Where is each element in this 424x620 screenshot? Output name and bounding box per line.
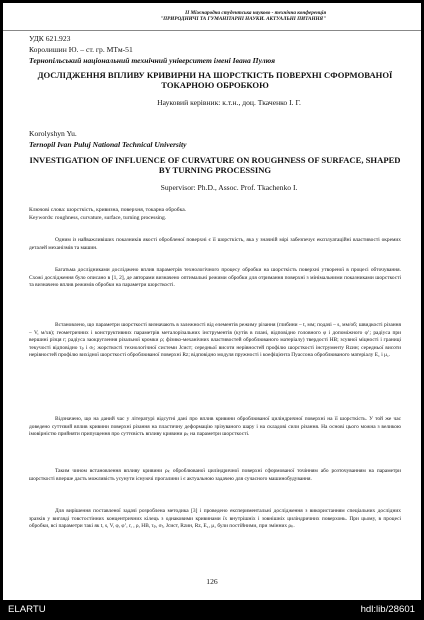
paragraph-5: Таким чином встановлення впливу кривини ρₖ оброблюваної циліндричної поверхні сформованої точінням або розточуванням на параметри шорсткості вперше дасть можливість усунути існуючі прогалини і є актуальною задачею для сучасного машинобудування. <box>29 468 401 482</box>
university-en: Ternopil Ivan Puluj National Technical University <box>29 140 187 149</box>
conference-line-2: "ПРИРОДНИЧІ ТА ГУМАНІТАРНІ НАУКИ. АКТУАЛЬНІ ПИТАННЯ" <box>160 16 326 23</box>
document-page <box>3 3 421 600</box>
udc-code: УДК 621.923 <box>29 34 71 43</box>
university-ua: Тернопільський національний технічний університет імені Івана Пулюя <box>29 56 276 65</box>
repository-footer <box>0 600 424 620</box>
title-ua: ДОСЛІДЖЕННЯ ВПЛИВУ КРИВИРНИ НА ШОРСТКІСТЬ ПОВЕРХНІ СФОРМОВАНОЇ ТОКАРНОЮ ОБРОБКОЮ <box>37 70 393 90</box>
title-en: INVESTIGATION OF INFLUENCE OF CURVATURE ON ROUGHNESS OF SURFACE, SHAPED BY TURNING PROCESSING <box>29 155 401 175</box>
paragraph-1: Одним із найважливіших показників якості обробленої поверхні є її шорсткість, яка у значній мірі забезпечує експлуатаційні властивості окремих деталей механізмів та машин. <box>29 237 401 251</box>
keywords-en: Keywords: roughness, curvature, surface, turning processing. <box>29 215 167 221</box>
authors-ua: Королишин Ю. – ст. гр. МТм-51 <box>29 45 133 54</box>
paragraph-6: Для вирішення поставленої задачі розроблена методика [3] і проведено експериментальні дослідження з використанням спеціальних дослідних зразків у вигляді товстостінних концентричних кілець з однаковими кривинами їх внутрішніх і зовнішніх циліндричних поверхонь. При цьому, в процесі обробки, всі параметри такі як t, s, V, φ, φ’, r, , ρ, НВ, τₚ, σₜ, Jсист, Rzин, Rz, E₁, μ₁ були постійними, при змінних ρₖ. <box>29 508 401 529</box>
handle-identifier: hdl:lib/28601 <box>360 604 415 615</box>
conference-line-1: ІІ Міжнародна студентська науково - технічна конференція <box>185 10 326 16</box>
page-number: 126 <box>206 577 218 586</box>
paragraph-3: Встановлено, що параметри шорсткості визначають в залежності від елементів режиму різання (глибини – t, мм; подачі – s, мм/об; швидкості різання – V, м/хв); геометричних і конструктивних параметрів металорізальних інструментів (кутів в плані, відповідно головного φ і допоміжного φ’; радіуса при вершині різця r; радіуса заокруглення різальної кромки ρ; фізико-механічних властивостей оброблюваного матеріалу) твердості НВ; зсувної міцності і границі текучості відповідно τₚ і σₜ; жорсткості технологічної системи Jсист; середньої висоти нерівностей профілю шорсткості інструменту Rzин; середньої висоти нерівностей профілю вихідної шорсткості оброблюваної поверхні Rz; відповідно модуля пружності і коефіцієнта Пуассона оброблюваного матеріалу E₁ і μ₁. <box>29 322 401 358</box>
keywords-ua: Ключові слова: шорсткість, кривизна, поверхня, токарна обробка. <box>29 207 187 213</box>
author-en: Korolyshyn Yu. <box>29 129 77 138</box>
supervisor-en: Supervisor: Ph.D., Assoc. Prof. Tkachenko I. <box>160 183 298 192</box>
paragraph-2: Багатьма дослідниками досліджено вплив параметрів технологічного процесу обробки на шорсткість поверхні утвореної в процесі обточування. Схожі дослідження було описано в [1, 2], де авторами визначено оптимальні режими обробки для отримання поверхні з мінімальними показниками шорсткості та визначено вплив режимів обробки на параметри шорсткості. <box>29 267 401 288</box>
paragraph-4: Відзначено, що на даний час у літературі відсутні дані про вплив кривини оброблюваної циліндричної поверхні на її шорсткість. У той же час доведено суттєвий вплив кривини поверхні різання на пластичну деформацію зрізуваного шару і на складові сили різання. На основі цього можна з великою імовірністю прийняти припущення про суттєвість впливу кривини ρₖ на параметри шорсткості. <box>29 416 401 437</box>
repository-name: ELARTU <box>8 604 46 615</box>
supervisor-ua: Науковий керівник: к.т.н., доц. Ткаченко І. Г. <box>157 98 301 107</box>
conference-header <box>3 3 421 31</box>
